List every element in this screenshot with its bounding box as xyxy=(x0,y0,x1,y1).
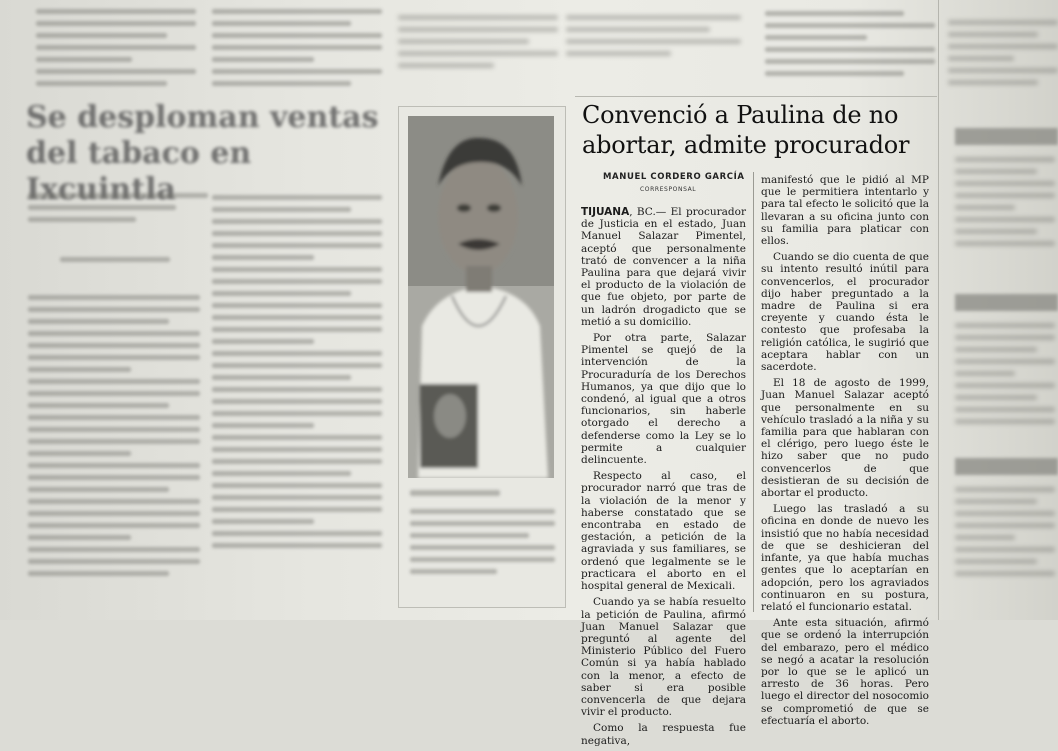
lead-text: , BC.— El procurador de Justicia en el estado, Juan Manuel Salazar Pimentel, aceptó que personalmente trató de convencer a la niña Paulina para que dejará vivir el producto de la violación de que fue objeto, por parte de un ladrón drogadicto que se metió a su domicilio. xyxy=(581,206,746,328)
dateline: TIJUANA xyxy=(581,206,630,218)
paragraph: Cuando ya se había resuelto la petición de Paulina, afirmó Juan Manuel Salazar que preguntó al agente del Ministerio Público del Fuero Común si ya había hablado con la menor, a efecto de saber si era posible convencerla de que dejara vivir el producto. xyxy=(581,596,746,719)
top-mid-text-block xyxy=(212,2,382,92)
sidebar-brief-2 xyxy=(955,316,1055,446)
headline-top-rule xyxy=(575,96,937,97)
left-article-byline xyxy=(60,255,170,265)
left-article-deck xyxy=(28,186,208,229)
sidebar-section-bar-1 xyxy=(955,128,1058,145)
paragraph: Ante esta situación, afirmó que se ordenó la interrupción del embarazo, pero el médico se negó a acatar la resolución por lo que se le aplicó un arresto de 36 horas. Pero luego el director del nosocomio se comprometió de que se efectuaría el aborto. xyxy=(761,617,929,727)
portrait-illustration xyxy=(408,116,554,478)
paragraph: Por otra parte, Salazar Pimentel se quejó de la intervención de la Procuraduría de los Derechos Humanos, ya que dijo que lo condenó, al igual que a otros funcionarios, sin haberle otorgado el derecho a defenderse como la Ley se lo permite a cualquier delincuente. xyxy=(581,332,746,467)
left-article-headline: Se desploman ventas del tabaco en Ixcuintla xyxy=(26,100,379,207)
paragraph: Como la respuesta fue negativa, xyxy=(581,722,746,747)
paragraph: manifestó que le pidió al MP que le permitiera intentarlo y para tal efecto le solicitó que la llevaran a su oficina junto con su familia para platicar con ellos. xyxy=(761,174,929,248)
paragraph: El 18 de agosto de 1999, Juan Manuel Salazar aceptó que personalmente en su vehículo trasladó a la niña y su familia para que hablaran con el clérigo, pero luego éste le hizo saber que no pudo convencerlos de que desistieran de su decisión de abortar el producto. xyxy=(761,377,929,500)
sidebar-divider xyxy=(938,0,939,620)
lead-paragraph xyxy=(581,206,746,328)
main-article-headline: Convenció a Paulina de no abortar, admite procurador xyxy=(582,101,910,159)
photo-caption xyxy=(410,502,555,582)
left-article-body-col1 xyxy=(28,288,200,608)
paragraph: Cuando se dio cuenta de que su intento resultó inútil para convencerlos, el procurador dijo haber preguntado a la madre de Paulina si era creyente y cuando ésta le contesto que profesaba la religión católica, le sugirió que aceptara hablar con un sacerdote. xyxy=(761,251,929,374)
main-article-column-1 xyxy=(581,206,746,751)
left-article-body-col2 xyxy=(212,188,382,608)
sidebar-section-bar-3 xyxy=(955,458,1058,475)
main-article-role: CORRESPONSAL xyxy=(640,186,697,193)
top-right-text-block xyxy=(765,4,935,96)
sidebar-brief-1 xyxy=(955,150,1055,270)
paragraph: Respecto al caso, el procurador narró que tras de la violación de la menor y haberse constatado que se encontraba en estado de gestación, a petición de la agraviada y sus familiares, se ordenó que legalmente se le practicara el aborto en el hospital general de Mexicali. xyxy=(581,470,746,593)
column-divider xyxy=(753,172,754,612)
top-photo-col-text-block xyxy=(398,8,558,88)
portrait-photo xyxy=(408,116,554,478)
photo-caption-title xyxy=(410,488,500,498)
top-left-text-block xyxy=(36,2,196,92)
main-article-column-2 xyxy=(761,174,929,731)
sidebar-brief-3 xyxy=(955,480,1055,610)
main-article-byline: MANUEL CORDERO GARCÍA xyxy=(603,172,745,182)
paragraph: Luego las trasladó a su oficina en donde de nuevo les insistió que no había necesidad de que se deshicieran del infante, ya que había muchas gentes que lo aceptarían en adopción, pero los agraviados continuaron en su postura, relató el funcionario estatal. xyxy=(761,503,929,613)
top-main-col-text-block xyxy=(566,8,741,78)
sidebar-section-bar-2 xyxy=(955,294,1058,311)
